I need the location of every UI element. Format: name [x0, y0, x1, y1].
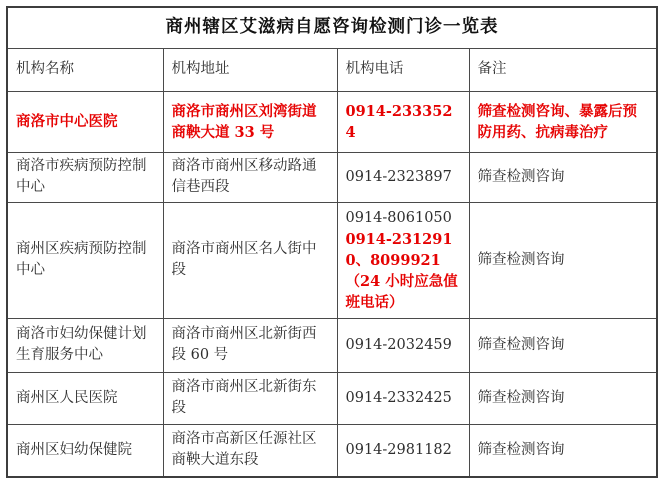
clinic-name-cell: 商洛市妇幼保健计划生育服务中心	[7, 318, 163, 372]
clinic-name-cell: 商洛市疾病预防控制中心	[7, 152, 163, 202]
page-title: 商州辖区艾滋病自愿咨询检测门诊一览表	[7, 7, 657, 48]
table-row	[7, 318, 657, 372]
clinic-address-cell: 商洛市商州区北新街东段	[163, 372, 337, 424]
clinic-address-cell: 商洛市商州区名人街中段	[163, 202, 337, 318]
clinic-phone-cell: 0914-2981182	[337, 424, 469, 477]
column-header-address: 机构地址	[163, 48, 337, 91]
clinic-name-cell: 商州区妇幼保健院	[7, 424, 163, 477]
clinic-phone-cell	[337, 202, 469, 318]
clinic-phone-emergency: 0914-2312910、8099921（24 小时应急值班电话）	[345, 230, 458, 311]
clinic-address-cell: 商洛市商州区刘湾街道商鞅大道 33 号	[163, 91, 337, 152]
table-header-row	[7, 48, 657, 91]
column-header-remark: 备注	[469, 48, 657, 91]
clinic-phone-primary: 0914-8061050	[345, 209, 452, 226]
clinic-table	[6, 6, 658, 478]
clinic-name-cell: 商洛市中心医院	[7, 91, 163, 152]
clinic-remark-cell: 筛查检测咨询	[469, 424, 657, 477]
column-header-name: 机构名称	[7, 48, 163, 91]
clinic-phone-cell: 0914-2333524	[337, 91, 469, 152]
clinic-address-cell: 商洛市商州区移动路通信巷西段	[163, 152, 337, 202]
clinic-remark-cell: 筛查检测咨询	[469, 152, 657, 202]
clinic-name-cell: 商州区疾病预防控制中心	[7, 202, 163, 318]
clinic-phone-cell: 0914-2332425	[337, 372, 469, 424]
clinic-remark-cell: 筛查检测咨询	[469, 202, 657, 318]
column-header-phone: 机构电话	[337, 48, 469, 91]
table-row	[7, 202, 657, 318]
clinic-remark-cell: 筛查检测咨询	[469, 318, 657, 372]
clinic-name-cell: 商州区人民医院	[7, 372, 163, 424]
clinic-remark-cell: 筛查检测咨询	[469, 372, 657, 424]
table-row	[7, 372, 657, 424]
table-row	[7, 91, 657, 152]
clinic-address-cell: 商洛市商州区北新街西段 60 号	[163, 318, 337, 372]
clinic-phone-cell: 0914-2323897	[337, 152, 469, 202]
table-title-row	[7, 7, 657, 48]
table-row	[7, 424, 657, 477]
clinic-remark-cell: 筛查检测咨询、暴露后预防用药、抗病毒治疗	[469, 91, 657, 152]
table-row	[7, 152, 657, 202]
clinic-phone-cell: 0914-2032459	[337, 318, 469, 372]
clinic-address-cell: 商洛市高新区任源社区商鞅大道东段	[163, 424, 337, 477]
